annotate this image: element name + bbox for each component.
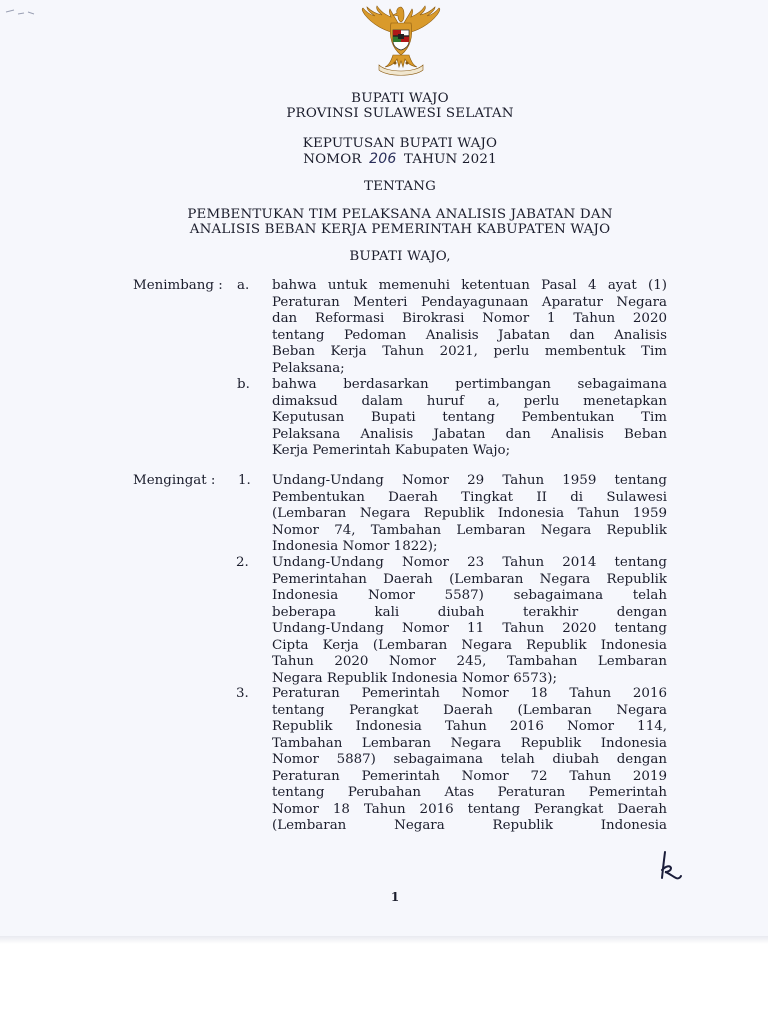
clause-line: beberapa kali diubah terakhir dengan: [272, 604, 667, 620]
decree-number-line: [0, 151, 768, 167]
clause-line: tentang Perubahan Atas Peraturan Pemerintah: [272, 785, 667, 801]
clause-line: Undang-Undang Nomor 29 Tahun 1959 tentang: [272, 473, 667, 488]
clause-line: dan Reformasi Birokrasi Nomor 1 Tahun 2020: [272, 311, 667, 327]
mengingat-clause-3: [272, 686, 667, 835]
nomor-suffix: TAHUN 2021: [403, 152, 497, 167]
subject-line-1: PEMBENTUKAN TIM PELAKSANA ANALISIS JABATAN DAN: [187, 207, 613, 222]
mengingat-clause-2: [272, 555, 667, 687]
clause-line: bahwa untuk memenuhi ketentuan Pasal 4 ayat (1): [272, 278, 667, 293]
clause-line: Pelaksana;: [272, 360, 345, 376]
clause-line: Peraturan Pemerintah Nomor 18 Tahun 2016: [272, 686, 667, 701]
clause-line: Cipta Kerja (Lembaran Negara Republik Indonesia: [272, 637, 667, 653]
clause-line: Negara Republik Indonesia Nomor 6573);: [272, 670, 558, 686]
clause-line: Nomor 74, Tambahan Lembaran Negara Republik: [272, 522, 667, 538]
clause-marker: 2.: [236, 555, 249, 570]
mengingat-clause-1: [272, 473, 667, 556]
clause-marker: 1.: [238, 473, 251, 488]
regent-title: BUPATI WAJO: [351, 91, 449, 106]
scan-mark: [4, 6, 44, 20]
garuda-emblem-icon: [355, 3, 447, 77]
nomor-handwritten-value: 206: [369, 151, 397, 167]
clause-line: tentang Perangkat Daerah (Lembaran Negara: [272, 702, 667, 718]
clause-line: (Lembaran Negara Republik Indonesia: [272, 818, 667, 834]
clause-line: Indonesia Nomor 5587) sebagaimana telah: [272, 588, 667, 604]
clause-marker: a.: [237, 278, 250, 293]
clause-line: Tahun 2020 Nomor 245, Tambahan Lembaran: [272, 654, 667, 670]
clause-line: Kerja Pemerintah Kabupaten Wajo;: [272, 443, 511, 459]
clause-line: Pembentukan Daerah Tingkat II di Sulawesi: [272, 489, 667, 505]
clause-line: Republik Indonesia Tahun 2016 Nomor 114,: [272, 719, 667, 735]
menimbang-clause-a: [272, 278, 667, 377]
menimbang-clause-b: [272, 377, 667, 460]
clause-line: Nomor 5887) sebagaimana telah diubah dengan: [272, 752, 667, 768]
clause-line: Pelaksana Analisis Jabatan dan Analisis Beban: [272, 426, 667, 442]
clause-marker: 3.: [236, 686, 249, 701]
decree-title: KEPUTUSAN BUPATI WAJO: [302, 136, 498, 151]
clause-line: Peraturan Pemerintah Nomor 72 Tahun 2019: [272, 768, 667, 784]
clause-line: (Lembaran Negara Republik Indonesia Tahun 1959: [272, 506, 667, 522]
clause-marker: b.: [237, 377, 250, 392]
signature-initial-icon: [656, 850, 684, 882]
clause-line: bahwa berdasarkan pertimbangan sebagaimana: [272, 377, 667, 392]
clause-line: Pemerintahan Daerah (Lembaran Negara Republik: [272, 571, 667, 587]
clause-line: Undang-Undang Nomor 23 Tahun 2014 tentang: [272, 555, 667, 570]
tentang-heading: TENTANG: [363, 179, 437, 194]
clause-line: Nomor 18 Tahun 2016 tentang Perangkat Daerah: [272, 801, 667, 817]
clause-line: tentang Pedoman Analisis Jabatan dan Analisis: [272, 327, 667, 343]
mengingat-label: Mengingat :: [133, 473, 216, 488]
clause-line: Beban Kerja Tahun 2021, perlu membentuk Tim: [272, 344, 667, 360]
clause-line: Peraturan Menteri Pendayagunaan Aparatur Negara: [272, 294, 667, 310]
clause-line: Keputusan Bupati tentang Pembentukan Tim: [272, 410, 667, 426]
clause-line: Undang-Undang Nomor 11 Tahun 2020 tentang: [272, 621, 667, 637]
page-edge: [0, 936, 768, 944]
clause-line: dimaksud dalam huruf a, perlu menetapkan: [272, 393, 667, 409]
province-title: PROVINSI SULAWESI SELATAN: [286, 106, 514, 121]
page-number: 1: [390, 890, 400, 904]
issuer-heading: BUPATI WAJO,: [349, 249, 451, 264]
menimbang-label: Menimbang :: [133, 278, 223, 293]
clause-line: Tambahan Lembaran Negara Republik Indonesia: [272, 735, 667, 751]
clause-line: Indonesia Nomor 1822);: [272, 539, 438, 555]
nomor-prefix: NOMOR: [303, 152, 362, 167]
subject-line-2: ANALISIS BEBAN KERJA PEMERINTAH KABUPATEN WAJO: [189, 222, 611, 237]
